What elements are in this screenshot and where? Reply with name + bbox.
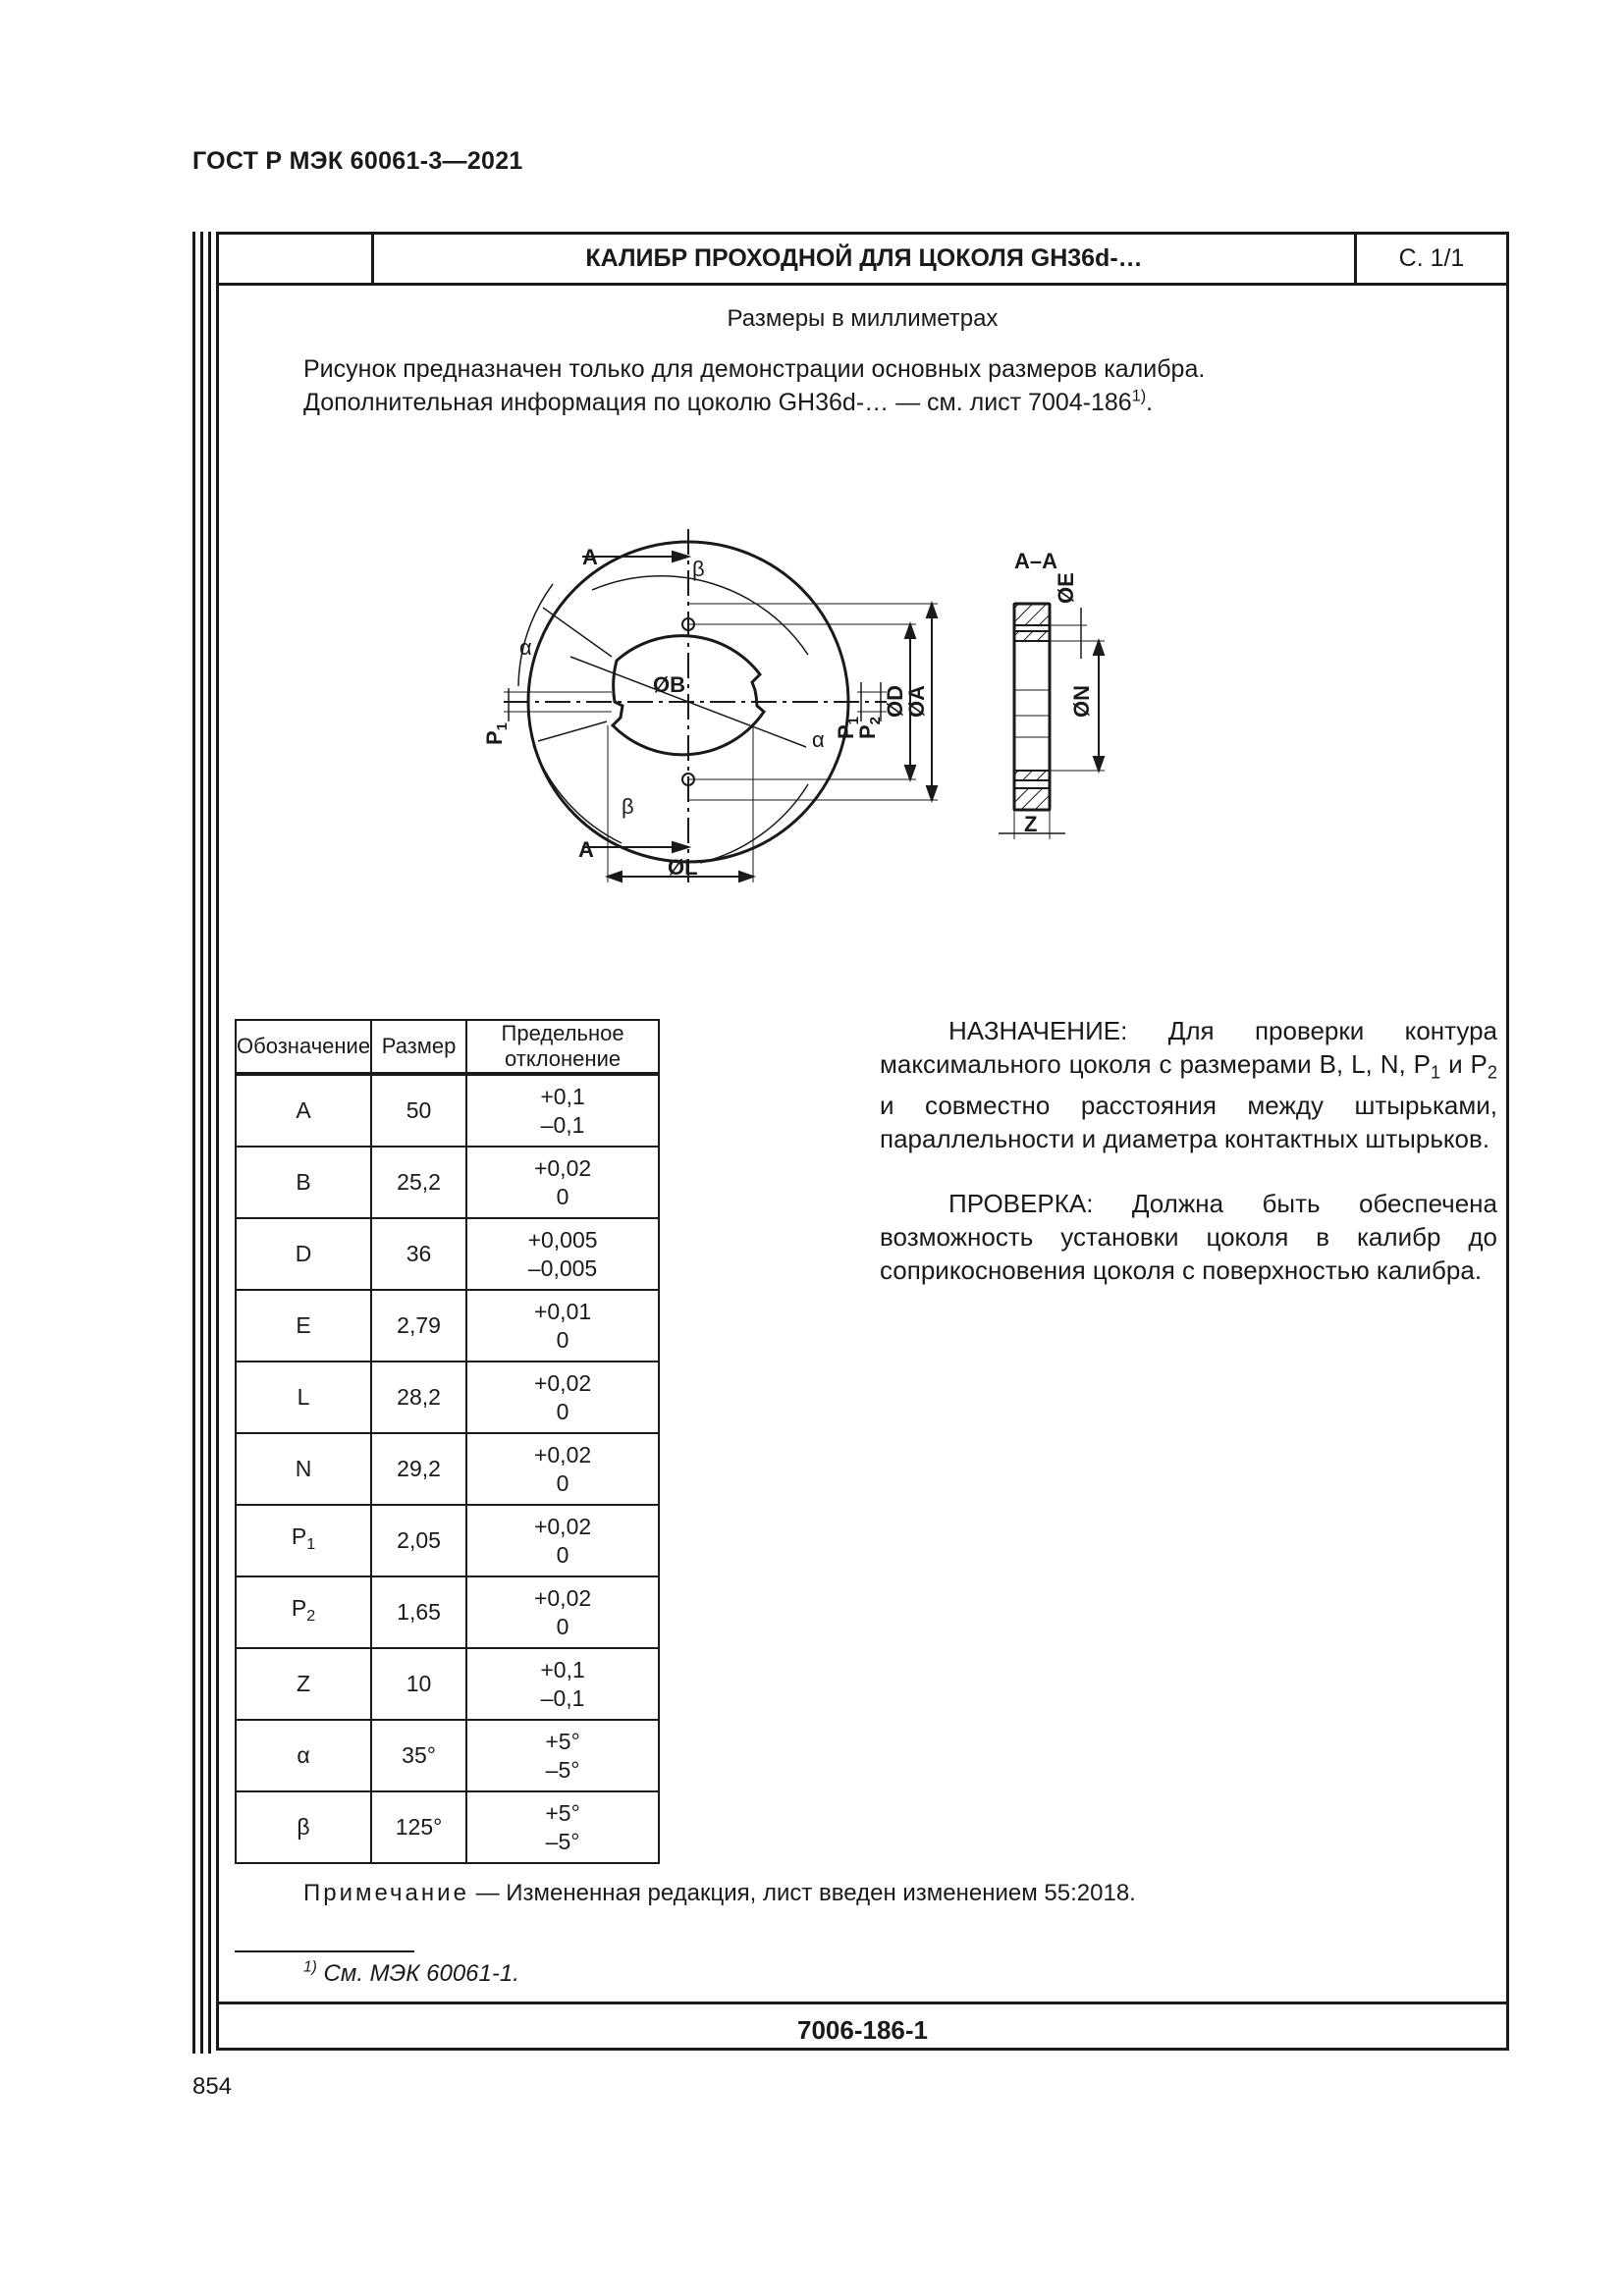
binding-line-3 [208, 232, 211, 2054]
table-header-row [236, 1020, 659, 1074]
sheet-code: 7006-186-1 [219, 2002, 1506, 2054]
title-empty-cell [219, 235, 374, 283]
cell-tolerance [466, 1433, 659, 1505]
cell-symbol: D [236, 1218, 371, 1290]
label-dia-n: ØN [1069, 685, 1094, 718]
tolerance-upper: +0,02 [533, 1154, 592, 1181]
cell-size: 10 [371, 1648, 466, 1720]
cell-tolerance [466, 1218, 659, 1290]
table-row [236, 1648, 659, 1720]
tolerance-upper: +0,02 [533, 1369, 592, 1396]
note-label: Примечание [303, 1880, 469, 1906]
table-row [236, 1290, 659, 1362]
tolerance-lower: –0,1 [540, 1684, 585, 1711]
tolerance-lower: –0,1 [540, 1111, 585, 1138]
cell-tolerance [466, 1505, 659, 1576]
tolerance-upper: +0,02 [533, 1513, 592, 1539]
label-alpha-left: α [519, 635, 532, 660]
cell-symbol: N [236, 1433, 371, 1505]
label-beta-top: β [692, 557, 705, 581]
cell-size: 28,2 [371, 1362, 466, 1433]
label-dia-e: ØE [1054, 572, 1078, 604]
cell-size: 125° [371, 1791, 466, 1863]
tolerance-upper: +0,1 [540, 1656, 585, 1682]
cell-size: 35° [371, 1720, 466, 1791]
purpose-text [880, 1014, 1497, 1318]
cell-symbol: α [236, 1720, 371, 1791]
label-dia-a: ØA [904, 685, 929, 718]
note [303, 1880, 1136, 1907]
cell-tolerance [466, 1147, 659, 1218]
label-z: Z [1024, 812, 1038, 836]
table-row [236, 1074, 659, 1147]
table-row [236, 1218, 659, 1290]
label-p1-right: $P_1$ [834, 716, 862, 739]
cell-size: 1,65 [371, 1576, 466, 1648]
label-section-view: A–A [1014, 549, 1058, 573]
label-section-a-top: A [582, 545, 598, 569]
tolerance-lower: 0 [556, 1613, 569, 1639]
tolerance-lower: –5° [545, 1756, 580, 1783]
dimensions-table [235, 1019, 660, 1864]
cell-symbol: Z [236, 1648, 371, 1720]
units-caption: Размеры в миллиметрах [727, 305, 999, 332]
tolerance-lower: 0 [556, 1326, 569, 1353]
tolerance-upper: +5° [545, 1799, 580, 1826]
tolerance-lower: 0 [556, 1541, 569, 1568]
cell-tolerance [466, 1648, 659, 1720]
check-paragraph: ПРОВЕРКА: Должна быть обеспечена возможность установки цоколя в калибр до соприкосновения цоколя с поверхностью калибра. [880, 1189, 1497, 1286]
tolerance-lower: –5° [545, 1828, 580, 1854]
table-row [236, 1505, 659, 1576]
cell-symbol: β [236, 1791, 371, 1863]
intro-text [303, 352, 1205, 419]
footnote: $^{1)}$ См. МЭК 60061-1. [303, 1958, 519, 1987]
binding-line-1 [192, 232, 195, 2054]
tolerance-lower: 0 [556, 1398, 569, 1424]
table-row [236, 1433, 659, 1505]
footnote-ref: 1) [1131, 387, 1147, 405]
header-symbol: Обозначение [236, 1020, 371, 1074]
label-section-a-bottom: A [578, 837, 594, 862]
cell-tolerance [466, 1074, 659, 1147]
purpose-paragraph: НАЗНАЧЕНИЕ: Для проверки контура максимального цоколя с размерами B, L, N, $P_1$ и $P_2$ и совместно расстояния между штырьками, параллельности и диаметра контактных штырьков. [880, 1016, 1497, 1154]
footnote-divider [235, 1950, 414, 1952]
cell-symbol: L [236, 1362, 371, 1433]
label-dia-l: ØL [668, 855, 698, 880]
note-text: — Измененная редакция, лист введен изменением 55:2018. [468, 1880, 1136, 1906]
label-dia-d: ØD [883, 685, 907, 718]
header-size: Размер [371, 1020, 466, 1074]
cell-symbol: A [236, 1074, 371, 1147]
intro-line-1: Рисунок предназначен только для демонстрации основных размеров калибра. [303, 355, 1206, 383]
sheet-frame [216, 232, 1509, 2051]
sheet-title: КАЛИБР ПРОХОДНОЙ ДЛЯ ЦОКОЛЯ GH36d-… [374, 235, 1357, 283]
cell-size: 50 [371, 1074, 466, 1147]
tolerance-lower: 0 [556, 1469, 569, 1496]
tolerance-upper: +0,02 [533, 1584, 592, 1611]
intro-line-2: Дополнительная информация по цоколю GH36d-… — см. лист 7004-186$^{1)}$. [303, 387, 1154, 416]
cell-tolerance [466, 1720, 659, 1791]
section-view [999, 604, 1105, 839]
label-dia-b: ØB [653, 672, 685, 697]
page-number: 854 [192, 2073, 233, 2100]
footnote-mark: 1) [303, 1958, 317, 1976]
tolerance-upper: +5° [545, 1728, 580, 1754]
table-row [236, 1362, 659, 1433]
tolerance-upper: +0,005 [527, 1226, 598, 1253]
binding-line-2 [200, 232, 203, 2054]
cell-symbol: $P_1$ [236, 1505, 371, 1576]
title-row [219, 235, 1506, 286]
cell-symbol: E [236, 1290, 371, 1362]
tolerance-upper: +0,1 [540, 1083, 585, 1109]
cell-size: 25,2 [371, 1147, 466, 1218]
label-beta-bottom: β [622, 794, 634, 819]
cell-size: 2,05 [371, 1505, 466, 1576]
cell-size: 36 [371, 1218, 466, 1290]
cell-size: 29,2 [371, 1433, 466, 1505]
cell-tolerance [466, 1791, 659, 1863]
front-view [504, 529, 938, 882]
tolerance-lower: 0 [556, 1183, 569, 1209]
cell-tolerance [466, 1576, 659, 1648]
table-row [236, 1576, 659, 1648]
label-p2-right: $P_2$ [855, 716, 884, 739]
cell-symbol: B [236, 1147, 371, 1218]
table-row [236, 1720, 659, 1791]
gauge-drawing [219, 431, 1506, 1000]
label-alpha-right: α [812, 727, 825, 752]
table-row [236, 1791, 659, 1863]
cell-tolerance [466, 1362, 659, 1433]
cell-size: 2,79 [371, 1290, 466, 1362]
tolerance-lower: –0,005 [527, 1255, 598, 1281]
document-standard-header: ГОСТ Р МЭК 60061-3—2021 [192, 147, 523, 175]
header-tolerance: Предельное отклонение [466, 1020, 659, 1074]
sheet-page-indicator: С. 1/1 [1398, 244, 1465, 272]
tolerance-upper: +0,02 [533, 1441, 592, 1468]
table-row [236, 1147, 659, 1218]
tolerance-upper: +0,01 [533, 1298, 592, 1324]
cell-tolerance [466, 1290, 659, 1362]
label-p1-left: $P_1$ [482, 721, 511, 745]
cell-symbol: $P_2$ [236, 1576, 371, 1648]
